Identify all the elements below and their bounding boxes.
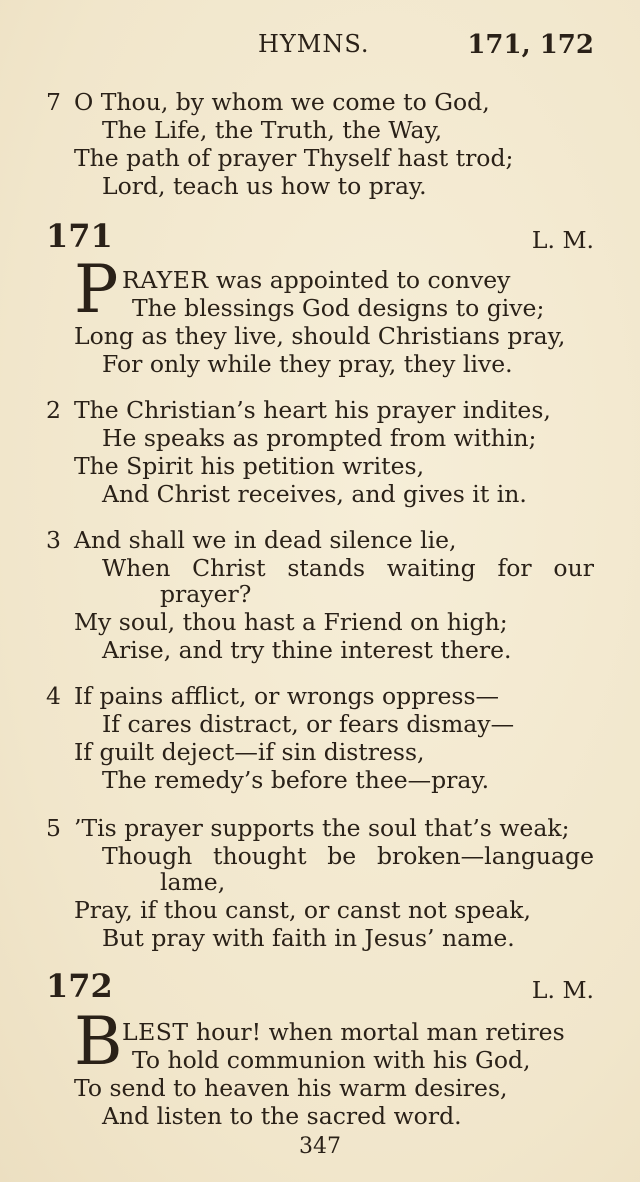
verse-line: O Thou, by whom we come to God, xyxy=(74,88,490,116)
word: stands xyxy=(287,554,366,582)
verse-number: 3 xyxy=(46,526,61,554)
verse-line: To hold communion with his God, xyxy=(132,1046,531,1074)
verse-line: And shall we in dead silence lie, xyxy=(74,526,457,554)
justified-verse-line xyxy=(102,554,594,582)
hymn-number: 171 xyxy=(46,217,113,255)
verse-line: If guilt deject—if sin distress, xyxy=(74,738,425,766)
verse-line xyxy=(122,266,510,294)
hymn-meter: L. M. xyxy=(531,976,594,1004)
verse-line: And listen to the sacred word. xyxy=(102,1102,462,1130)
word: thought xyxy=(213,842,307,870)
small-caps-word: RAYER xyxy=(122,266,209,294)
verse-line: ’Tis prayer supports the soul that’s weak; xyxy=(74,814,570,842)
page-number: 347 xyxy=(299,1134,341,1159)
verse-line-continuation: prayer? xyxy=(160,580,252,608)
verse-line: To send to heaven his warm desires, xyxy=(74,1074,508,1102)
word: When xyxy=(102,554,171,582)
word: waiting xyxy=(386,554,476,582)
word: Christ xyxy=(192,554,266,582)
verse-line: He speaks as prompted from within; xyxy=(102,424,537,452)
verse-line: The Life, the Truth, the Way, xyxy=(102,116,443,144)
hymn-meter: L. M. xyxy=(531,226,594,254)
verse-line: If cares distract, or fears dismay— xyxy=(102,710,515,738)
drop-cap: P xyxy=(74,251,119,328)
verse-number: 4 xyxy=(46,682,61,710)
verse-line: Lord, teach us how to pray. xyxy=(102,172,427,200)
running-title: HYMNS. xyxy=(258,30,370,58)
line-text: hour! when mortal man retires xyxy=(188,1018,565,1046)
verse-line: For only while they pray, they live. xyxy=(102,350,513,378)
verse-line: The blessings God designs to give; xyxy=(132,294,545,322)
word: broken—language xyxy=(376,842,594,870)
word: our xyxy=(553,554,594,582)
word: Though xyxy=(102,842,193,870)
verse-line: And Christ receives, and gives it in. xyxy=(102,480,527,508)
small-caps-word: LEST xyxy=(122,1018,189,1046)
drop-cap: B xyxy=(74,1003,123,1080)
verse-line: Pray, if thou canst, or canst not speak, xyxy=(74,896,531,924)
verse-line: Long as they live, should Christians pray, xyxy=(74,322,566,350)
verse-line-continuation: lame, xyxy=(160,868,226,896)
word: be xyxy=(327,842,357,870)
justified-verse-line xyxy=(102,842,594,870)
verse-line: The Spirit his petition writes, xyxy=(74,452,425,480)
verse-line: The path of prayer Thyself hast trod; xyxy=(74,144,514,172)
hymn-range: 171, 172 xyxy=(467,30,594,60)
word: for xyxy=(497,554,532,582)
verse-line: Arise, and try thine interest there. xyxy=(102,636,512,664)
verse-number: 5 xyxy=(46,814,61,842)
verse-line: The Christian’s heart his prayer indites, xyxy=(74,396,551,424)
verse-line: The remedy’s before thee—pray. xyxy=(102,766,490,794)
verse-line: If pains afflict, or wrongs oppress— xyxy=(74,682,500,710)
verse-line: But pray with faith in Jesus’ name. xyxy=(102,924,515,952)
verse-number: 7 xyxy=(46,88,61,116)
verse-line xyxy=(122,1018,565,1046)
hymn-number: 172 xyxy=(46,967,113,1005)
line-text: was appointed to convey xyxy=(208,266,511,294)
page-header xyxy=(0,30,640,66)
verse-line: My soul, thou hast a Friend on high; xyxy=(74,608,508,636)
verse-number: 2 xyxy=(46,396,61,424)
